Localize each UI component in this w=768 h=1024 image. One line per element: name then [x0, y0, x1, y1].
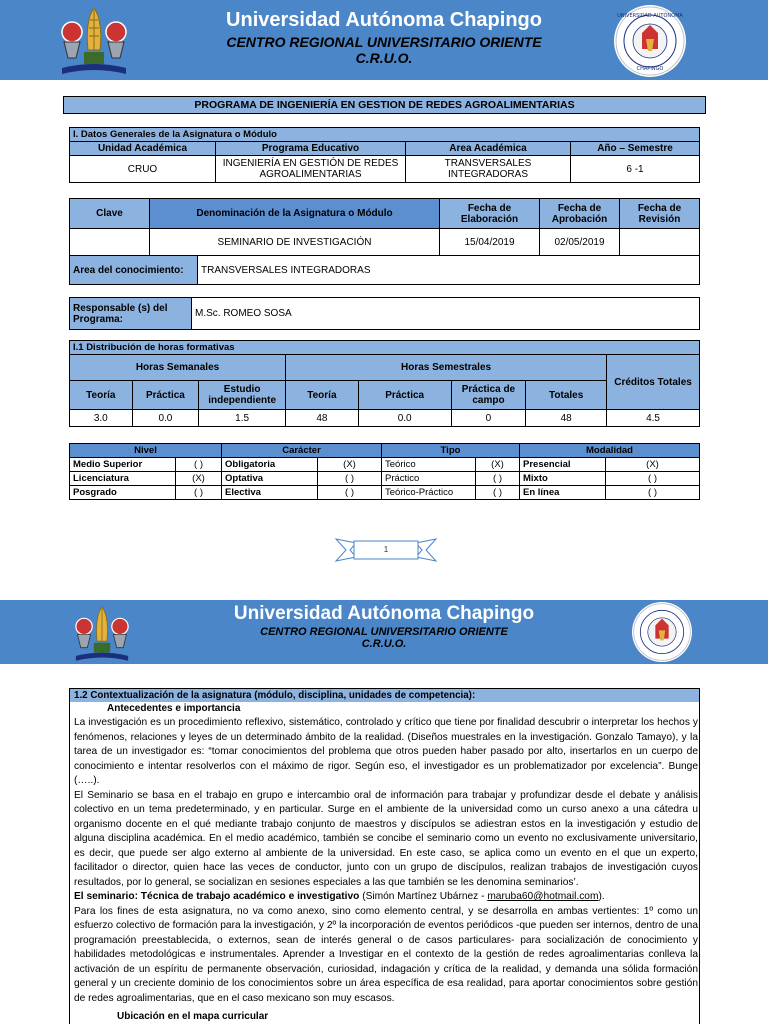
value-creditos: 4.5 [607, 410, 700, 427]
nivel-label: Licenciatura [70, 472, 176, 486]
tipo-mark: (X) [476, 458, 520, 472]
subheader-estudio: Estudio independiente [199, 381, 286, 410]
section-title-text: 1.2 Contextualización de la asignatura (módulo, disciplina, unidades de competencia): [74, 690, 476, 701]
course-table [69, 198, 700, 256]
subheader-practica-sem: Práctica [132, 381, 199, 410]
subtitle: Antecedentes e importancia [107, 703, 241, 714]
value-fecha-elaboracion: 15/04/2019 [440, 229, 540, 256]
header-denominacion: Denominación de la Asignatura o Módulo [150, 199, 440, 229]
cruo-seal-logo [632, 602, 692, 662]
value-programa: INGENIERÍA EN GESTIÓN DE REDES AGROALIMENTARIAS [216, 156, 406, 183]
subheader-practica-semestre: Práctica [358, 381, 451, 410]
nivel-mark: ( ) [176, 486, 222, 500]
modalidad-mark: (X) [606, 458, 700, 472]
paragraph-1: La investigación es un procedimiento reflexivo, sistemático, controlado y crítico que tiene por finalidad descubrir o interpretar los hechos y fenómenos, relaciones y leyes de un determinado ámbito de la realidad. (Diseños muestrales en la investigación. Gonzalo Tamayo), y la tarea de un investigador es: “tomar conocimientos del problema que otros pueden haber pasado por alto, insertarlos en un cuerpo de conocimiento e intentar resolverlos con el máximo de rigor. Según eso, el investigador es un problematizador por excelencia”. Bunge (…..). [74, 717, 698, 786]
modalidad-label: Presencial [520, 458, 606, 472]
center-name: CENTRO REGIONAL UNIVERSITARIO ORIENTE [260, 626, 508, 638]
center-abbr: C.R.U.O. [355, 50, 413, 66]
value-practica-semestre: 0.0 [358, 410, 451, 427]
header-programa: Programa Educativo [216, 142, 406, 156]
header-unidad: Unidad Académica [70, 142, 216, 156]
area-value: TRANSVERSALES INTEGRADORAS [198, 256, 700, 285]
nivel-label: Medio Superior [70, 458, 176, 472]
header-horas-semestrales: Horas Semestrales [286, 355, 607, 381]
modalidad-mark: ( ) [606, 472, 700, 486]
paragraph-3-end: ). [598, 891, 605, 902]
university-name: Universidad Autónoma Chapingo [233, 603, 535, 624]
subheader-practica-campo: Práctica de campo [451, 381, 526, 410]
tipo-label: Práctico [382, 472, 476, 486]
area-table [69, 255, 700, 285]
value-totales: 48 [526, 410, 607, 427]
header-fecha-revision: Fecha de Revisión [620, 199, 700, 229]
value-teoria-semestre: 48 [286, 410, 359, 427]
chapingo-emblem-icon [58, 2, 130, 78]
paragraph-4: Para los fines de esta asignatura, no va como anexo, sino como elemento central, y se desarrolla en ambas vertientes: 1º como un esfuerzo colectivo de formación para la investigación, y 2º la incorporación de eventos periódicos -que pueden ser internos, dentro de una programación preestablecida, o externos, sean de interés general o de casos particulares- para socialización de conocimiento y habilidades metodológicas e instrumentales. Aprender a Investigar en el contexto de la gestión de redes agroalimentarias conlleva la activación de un espíritu de permanente observación, curiosidad, indagación y crítica de la realidad, y demanda una sólida formación general y un creciente dominio de los conocimientos sobre un área específica de esa realidad, para aportar conocimientos sobre gestión de redes agroalimentarias, que en el caso mexicano son muy escasos. [74, 905, 698, 1004]
tipo-label: Teórico-Práctico [382, 486, 476, 500]
paragraph-2: El Seminario se basa en el trabajo en grupo e intercambio oral de información para trabajar y profundizar desde el debate y análisis colectivo en un tema predeterminado, y en particular. Surge en el ambiente de la universidad como un curso anexo a una cátedra u organismo docente en el qué mediante trabajo conjunto de maestros y discípulos se adiestran estos en la investigación y estudio de alguna disciplina académica. En el medio académico, también se concibe el seminario como un evento no exclusivamente universitario, es decir, que puede ser algo externo al ambiente de la universidad. En este caso, se aplica como un evento en el que un experto, facilitador o director, quien hace las veces de conductor, junto con un grupo de discípulos, realizan trabajos de investigación cuyos resultados, por lo general, se socializan en sesiones especiales a las que también se les denomina seminarios’. [74, 789, 698, 888]
nivel-label: Posgrado [70, 486, 176, 500]
value-area: TRANSVERSALES INTEGRADORAS [406, 156, 571, 183]
subtitle-curricular-map: Ubicación en el mapa curricular [117, 1011, 269, 1022]
value-fecha-aprobacion: 02/05/2019 [540, 229, 620, 256]
header-anio: Año – Semestre [571, 142, 700, 156]
general-data-table [69, 127, 700, 183]
nivel-mark: (X) [176, 472, 222, 486]
caracter-label: Electiva [222, 486, 318, 500]
header-clave: Clave [70, 199, 150, 229]
paragraph-3-title: El seminario: Técnica de trabajo académico e investigativo [74, 891, 360, 902]
university-name: Universidad Autónoma Chapingo [226, 9, 542, 31]
value-practica-sem: 0.0 [132, 410, 199, 427]
author-email-link[interactable]: maruba60@hotmail.com [487, 891, 599, 902]
caracter-mark: ( ) [318, 472, 382, 486]
tipo-label: Teórico [382, 458, 476, 472]
nivel-mark: ( ) [176, 458, 222, 472]
header-tipo: Tipo [382, 444, 520, 458]
caracter-mark: ( ) [318, 486, 382, 500]
subheader-teoria-sem: Teoría [70, 381, 133, 410]
header-fecha-aprobacion: Fecha de Aprobación [540, 199, 620, 229]
caracter-label: Optativa [222, 472, 318, 486]
program-title [63, 96, 706, 114]
svg-text:UNIVERSIDAD AUTÓNOMA: UNIVERSIDAD AUTÓNOMA [617, 13, 683, 19]
value-denominacion: SEMINARIO DE INVESTIGACIÓN [150, 229, 440, 256]
modalidad-mark: ( ) [606, 486, 700, 500]
classification-table [69, 443, 700, 500]
area-label: Area del conocimiento: [70, 256, 198, 285]
caracter-mark: (X) [318, 458, 382, 472]
hours-table [69, 340, 700, 427]
header-creditos: Créditos Totales [607, 355, 700, 410]
responsible-value: M.Sc. ROMEO SOSA [192, 298, 700, 330]
paragraph-3 [74, 890, 698, 905]
body-text [74, 716, 698, 1006]
center-abbr: C.R.U.O. [361, 638, 407, 650]
tipo-mark: ( ) [476, 472, 520, 486]
responsible-label: Responsable (s) del Programa: [70, 298, 192, 330]
center-name: CENTRO REGIONAL UNIVERSITARIO ORIENTE [226, 34, 542, 50]
caracter-label: Obligatoria [222, 458, 318, 472]
subheader-totales: Totales [526, 381, 607, 410]
page-number: 1 [383, 545, 389, 554]
subheader-teoria-semestre: Teoría [286, 381, 359, 410]
modalidad-label: En línea [520, 486, 606, 500]
paragraph-3-author: (Simón Martínez Ubárnez - [359, 891, 488, 902]
value-practica-campo: 0 [451, 410, 526, 427]
section-title [70, 689, 699, 702]
header-nivel: Nivel [70, 444, 222, 458]
header-caracter: Carácter [222, 444, 382, 458]
modalidad-label: Mixto [520, 472, 606, 486]
header-area: Area Académica [406, 142, 571, 156]
general-section-title: I. Datos Generales de la Asignatura o Módulo [70, 128, 700, 142]
value-estudio: 1.5 [199, 410, 286, 427]
header-fecha-elaboracion: Fecha de Elaboración [440, 199, 540, 229]
value-anio: 6 -1 [571, 156, 700, 183]
value-teoria-sem: 3.0 [70, 410, 133, 427]
chapingo-emblem-icon [72, 602, 132, 664]
value-unidad: CRUO [70, 156, 216, 183]
value-fecha-revision [620, 229, 700, 256]
tipo-mark: ( ) [476, 486, 520, 500]
hours-section-title: I.1 Distribución de horas formativas [70, 341, 700, 355]
svg-text:CHAPINGO: CHAPINGO [636, 66, 664, 72]
header-horas-semanales: Horas Semanales [70, 355, 286, 381]
value-clave [70, 229, 150, 256]
responsible-table [69, 297, 700, 330]
program-title-text: PROGRAMA DE INGENIERÍA EN GESTION DE REDES AGROALIMENTARIAS [194, 99, 575, 111]
cruo-seal-logo [614, 5, 686, 77]
header-modalidad: Modalidad [520, 444, 700, 458]
